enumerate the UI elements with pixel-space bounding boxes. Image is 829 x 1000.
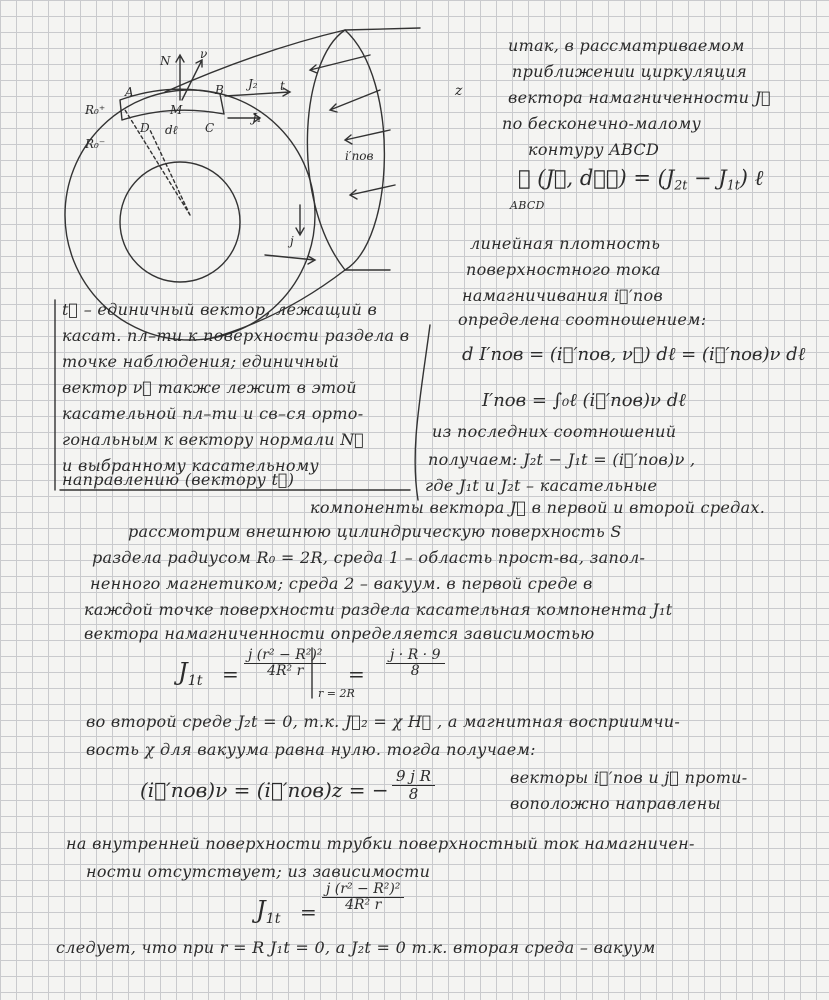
left-block-line-8: направлению (вектору t⃗) bbox=[62, 470, 295, 489]
circulation-equation: ∮ (J⃗, dℓ⃗) = $(J_{2t} - J_{1t})$ ℓ bbox=[518, 166, 764, 193]
from-last-text: из последних соотношений bbox=[432, 422, 677, 441]
normal-vector bbox=[176, 55, 184, 100]
density-line-2: поверхностного тока bbox=[466, 260, 661, 279]
note-right-line-5: контуру ABCD bbox=[528, 140, 660, 159]
eq-j1t-equals-2: = bbox=[348, 662, 365, 686]
density-line-1: линейная плотность bbox=[470, 234, 661, 253]
label-j2: J₂ bbox=[248, 77, 258, 91]
nu-vector bbox=[182, 60, 202, 100]
inner-circle bbox=[120, 162, 240, 282]
eq-j1t-frac-2: $\frac{j \cdot R \cdot 9}{8}$ bbox=[386, 648, 445, 680]
label-z: z bbox=[455, 83, 463, 99]
left-block-line-6: гональным к вектору нормали N⃗ bbox=[62, 430, 365, 449]
label-n: N bbox=[160, 54, 171, 68]
label-r0-minus: R₀⁻ bbox=[85, 137, 106, 151]
eq-i-frac: $\frac{\text{9 j R}}{8}$ bbox=[392, 768, 435, 802]
eq-j1t-lhs: $J_{1t}$ bbox=[178, 658, 203, 690]
eq-dI: d I′пов = (i⃗′пов, ν⃗) dℓ = (i⃗′пов)ν dℓ bbox=[462, 344, 806, 365]
contour-label: ABCD bbox=[510, 199, 545, 212]
left-block-line-2: касат. пл–ти к поверхности раздела в bbox=[62, 326, 410, 345]
consider-text: рассмотрим внешнюю цилиндрическую поверхность S bbox=[128, 522, 622, 541]
eq-I: I′пов = ∫₀ℓ (i⃗′пов)ν dℓ bbox=[482, 390, 686, 411]
density-line-4: определена соотношением: bbox=[458, 310, 707, 329]
para1-line-2: ненного магнетиком; среда 2 – вакуум. в первой среде в bbox=[90, 574, 593, 593]
inner-line-1: на внутренней поверхности трубки поверхностный ток намагничен- bbox=[66, 834, 695, 853]
left-block-line-4: вектор ν⃗ также лежит в этой bbox=[62, 378, 357, 397]
eq-j1t-inner-frac: $\frac{\text{j (r² − R²)²}}{\text{4R² r}}$ bbox=[322, 882, 404, 914]
para1-line-3: каждой точке поверхности раздела касательная компонента J₁t bbox=[84, 600, 673, 619]
second-medium-line-1: во второй среде J₂t = 0, т.к. J⃗₂ = χ H⃗ , а магнитная восприимчи- bbox=[86, 712, 681, 731]
label-c: C bbox=[205, 121, 215, 135]
label-a: A bbox=[125, 85, 134, 99]
vectors-note-1: векторы i⃗′пов и j⃗ проти- bbox=[510, 768, 748, 787]
obtain-text: получаем: J₂t − J₁t = (i⃗′пов)ν , bbox=[428, 450, 696, 469]
inner-line-2: ности отсутствует; из зависимости bbox=[86, 862, 431, 881]
eq-j1t-at: r = 2R bbox=[318, 687, 355, 700]
label-r0-plus: R₀⁺ bbox=[85, 103, 106, 117]
eq-j1t-frac: $\frac{\text{j (r² − R²)²}}{\text{4R² r}}$ bbox=[244, 648, 326, 680]
note-right-line-1: итак, в рассматриваемом bbox=[508, 36, 745, 55]
label-dl: dℓ bbox=[165, 123, 178, 137]
density-line-3: намагничивания i⃗′пов bbox=[462, 286, 664, 305]
where-text: где J₁t и J₂t – касательные bbox=[425, 476, 658, 495]
left-block-line-5: касательной пл–ти и св–ся орто- bbox=[62, 404, 364, 423]
label-i-pov: i′пов bbox=[345, 149, 374, 163]
note-right-line-2: приближении циркуляция bbox=[512, 62, 747, 81]
label-b: B bbox=[215, 83, 224, 97]
eq-i-lhs: (i⃗′пов)ν = (i⃗′пов)z = − bbox=[140, 778, 389, 802]
eq-j1t-inner-equals: = bbox=[300, 900, 317, 924]
para1-line-4: вектора намагниченности определяется зависимостью bbox=[84, 624, 595, 643]
left-block-line-1: t⃗ – единичный вектор, лежащий в bbox=[62, 300, 378, 319]
label-j1: J₁ bbox=[252, 111, 262, 125]
components-text: компоненты вектора J⃗ в первой и второй средах. bbox=[310, 498, 766, 517]
label-j: j bbox=[290, 234, 294, 248]
note-right-line-4: по бесконечно-малому bbox=[502, 114, 702, 133]
label-d: D bbox=[140, 121, 150, 135]
final-line: следует, что при r = R J₁t = 0, а J₂t = 0 т.к. вторая среда – вакуум bbox=[56, 938, 656, 957]
para1-line-1: раздела радиусом R₀ = 2R, среда 1 – область прост-ва, запол- bbox=[92, 548, 646, 567]
left-block-line-7: и выбранному касательному bbox=[62, 456, 319, 475]
eq-j1t-equals: = bbox=[222, 662, 239, 686]
label-m: M bbox=[170, 103, 183, 117]
eq-j1t-inner-lhs: $J_{1t}$ bbox=[256, 896, 281, 928]
second-medium-line-2: вость χ для вакуума равна нулю. тогда получаем: bbox=[86, 740, 536, 759]
label-t: t bbox=[280, 79, 285, 93]
label-nu: ν bbox=[200, 47, 208, 61]
left-block-line-3: точке наблюдения; единичный bbox=[62, 352, 340, 371]
vectors-note-2: воположно направлены bbox=[510, 794, 721, 813]
note-right-line-3: вектора намагниченности J⃗ bbox=[508, 88, 771, 107]
